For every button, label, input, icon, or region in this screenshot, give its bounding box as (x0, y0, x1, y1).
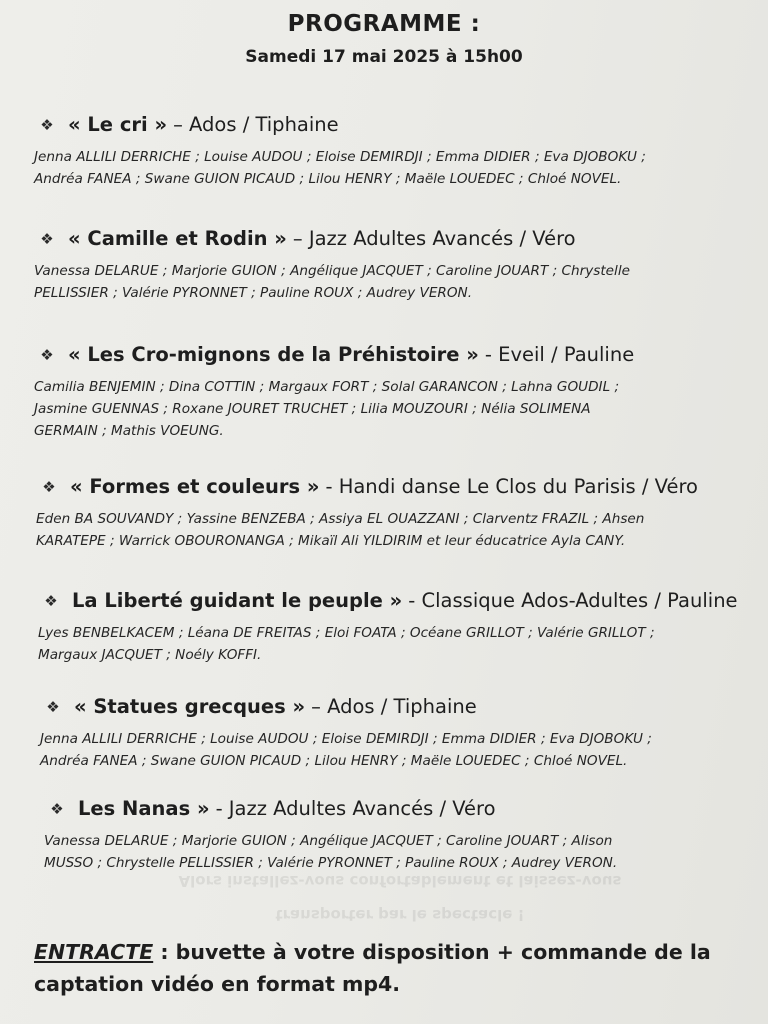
show-through-text-line: transporter par le spectacle ! (275, 906, 525, 924)
event-date: Samedi 17 mai 2025 à 15h00 (245, 47, 523, 67)
intermission-note (34, 936, 734, 1000)
dancers-line: Camilia BENJEMIN ; Dina COTTIN ; Margaux FORT ; Solal GARANCON ; Lahna GOUDIL ; (34, 379, 620, 395)
dancers-line: Jenna ALLILI DERRICHE ; Louise AUDOU ; Eloise DEMIRDJI ; Emma DIDIER ; Eva DJOBOKU ; (34, 149, 646, 165)
intermission-label: ENTRACTE (34, 940, 154, 964)
work-title: « Camille et Rodin » (68, 227, 287, 250)
program-item-heading (34, 226, 768, 252)
program-item-heading (38, 588, 768, 614)
diamond-bullet-icon: ❖ (40, 346, 54, 364)
program-item-heading (44, 796, 768, 822)
diamond-bullet-icon: ❖ (44, 592, 58, 610)
dancers-list (36, 508, 768, 552)
diamond-bullet-icon: ❖ (42, 478, 56, 496)
dancers-line: Vanessa DELARUE ; Marjorie GUION ; Angélique JACQUET ; Caroline JOUART ; Chrystelle (34, 263, 630, 279)
dancers-line: Andréa FANEA ; Swane GUION PICAUD ; Lilou HENRY ; Maële LOUEDEC ; Chloé NOVEL. (40, 753, 628, 769)
dancers-list (34, 260, 768, 304)
program-item-heading (40, 694, 768, 720)
dancers-line: Jenna ALLILI DERRICHE ; Louise AUDOU ; Eloise DEMIRDJI ; Emma DIDIER ; Eva DJOBOKU ; (40, 731, 652, 747)
diamond-bullet-icon: ❖ (40, 116, 54, 134)
group-teacher: - Jazz Adultes Avancés / Véro (215, 797, 496, 820)
group-teacher: - Eveil / Pauline (484, 343, 635, 366)
program-header (0, 8, 768, 68)
program-item-camille-et-rodin (34, 226, 768, 304)
dancers-line: MUSSO ; Chrystelle PELLISSIER ; Valérie PYRONNET ; Pauline ROUX ; Audrey VERON. (44, 855, 618, 871)
program-item-heading (34, 112, 768, 138)
program-item-cro-mignons (34, 342, 768, 442)
program-item-statues-grecques (40, 694, 768, 772)
dancers-line: KARATEPE ; Warrick OBOURONANGA ; Mikaïl Ali YILDIRIM et leur éducatrice Ayla CANY. (36, 533, 626, 549)
group-teacher: - Handi danse Le Clos du Parisis / Véro (325, 475, 698, 498)
intermission-text-line2: captation vidéo en format mp4. (34, 972, 401, 996)
dancers-line: Jasmine GUENNAS ; Roxane JOURET TRUCHET ; Lilia MOUZOURI ; Nélia SOLIMENA (34, 401, 591, 417)
program-item-liberte-guidant-le-peuple (38, 588, 768, 666)
program-item-le-cri (34, 112, 768, 190)
dancers-line: Andréa FANEA ; Swane GUION PICAUD ; Lilou HENRY ; Maële LOUEDEC ; Chloé NOVEL. (34, 171, 622, 187)
dancers-list (40, 728, 768, 772)
group-teacher: – Ados / Tiphaine (311, 695, 477, 718)
dancers-list (34, 376, 768, 442)
dancers-line: GERMAIN ; Mathis VOEUNG. (34, 423, 224, 439)
group-teacher: – Jazz Adultes Avancés / Véro (292, 227, 576, 250)
work-title: « Le cri » (68, 113, 168, 136)
dancers-list (44, 830, 768, 874)
program-item-heading (34, 342, 768, 368)
work-title: Les Nanas » (78, 797, 210, 820)
show-through-text-line: Alors installez-vous confortablement et laissez-vous (178, 872, 622, 890)
intermission-text: : buvette à votre disposition + commande de la (153, 940, 711, 964)
page-title: PROGRAMME : (287, 11, 481, 37)
dancers-line: Eden BA SOUVANDY ; Yassine BENZEBA ; Assiya EL OUAZZANI ; Clarventz FRAZIL ; Ahsen (36, 511, 645, 527)
dancers-list (38, 622, 768, 666)
work-title: « Les Cro-mignons de la Préhistoire » (68, 343, 479, 366)
dancers-line: Lyes BENBELKACEM ; Léana DE FREITAS ; Eloi FOATA ; Océane GRILLOT ; Valérie GRILLOT ; (38, 625, 655, 641)
work-title: La Liberté guidant le peuple » (72, 589, 403, 612)
work-title: « Formes et couleurs » (70, 475, 320, 498)
program-item-les-nanas (44, 796, 768, 874)
program-item-heading (36, 474, 768, 500)
dancers-list (34, 146, 768, 190)
group-teacher: - Classique Ados-Adultes / Pauline (408, 589, 738, 612)
program-item-formes-et-couleurs (36, 474, 768, 552)
dancers-line: PELLISSIER ; Valérie PYRONNET ; Pauline ROUX ; Audrey VERON. (34, 285, 473, 301)
diamond-bullet-icon: ❖ (40, 230, 54, 248)
dancers-line: Vanessa DELARUE ; Marjorie GUION ; Angélique JACQUET ; Caroline JOUART ; Alison (44, 833, 613, 849)
group-teacher: – Ados / Tiphaine (173, 113, 339, 136)
diamond-bullet-icon: ❖ (50, 800, 64, 818)
diamond-bullet-icon: ❖ (46, 698, 60, 716)
dancers-line: Margaux JACQUET ; Noély KOFFI. (38, 647, 262, 663)
work-title: « Statues grecques » (74, 695, 306, 718)
